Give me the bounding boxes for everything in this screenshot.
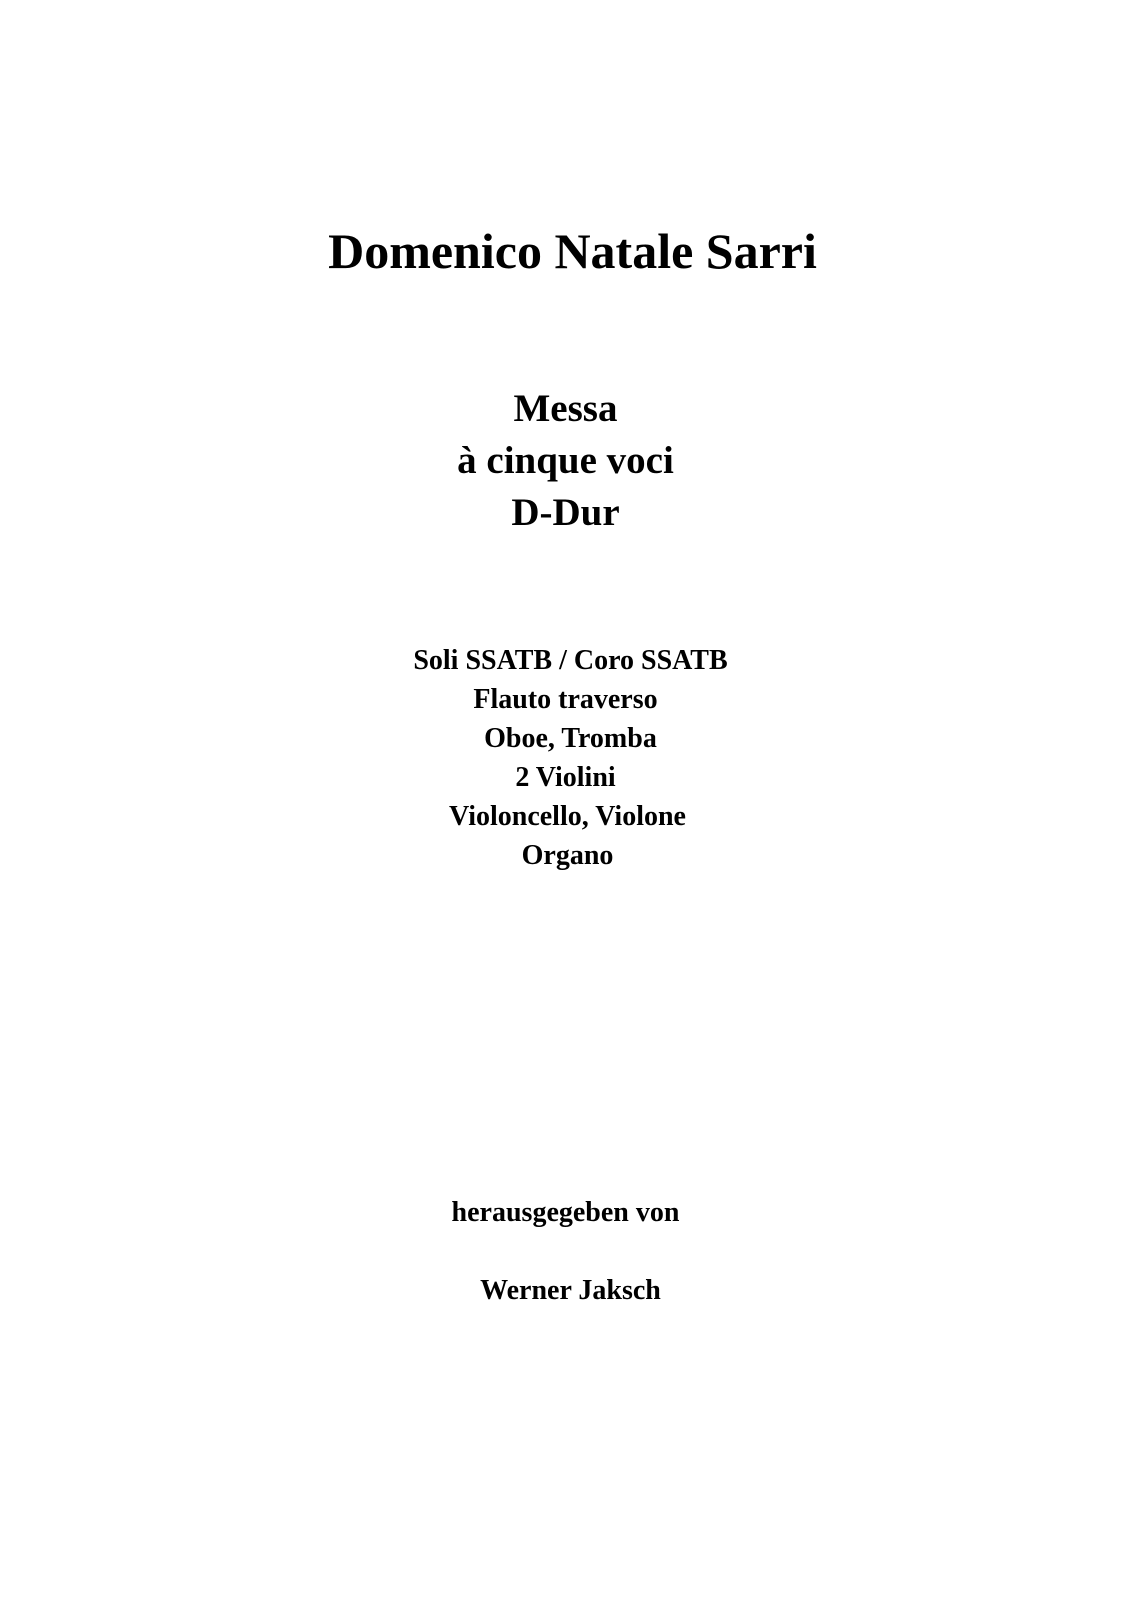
editor-name: Werner Jaksch (480, 1275, 661, 1306)
composer-name: Domenico Natale Sarri (328, 223, 817, 279)
instrumentation-bass-strings: Violoncello, Violone (449, 801, 686, 832)
work-title-line-2: à cinque voci (457, 439, 674, 482)
instrumentation-flute: Flauto traverso (473, 684, 658, 715)
work-key: D-Dur (511, 491, 620, 534)
instrumentation-organ: Organo (521, 840, 614, 871)
editor-label: herausgegeben von (451, 1197, 680, 1228)
instrumentation-violins: 2 Violini (515, 762, 616, 793)
instrumentation-voices: Soli SSATB / Coro SSATB (413, 645, 728, 676)
work-title-line-1: Messa (513, 387, 618, 430)
instrumentation-oboe-trumpet: Oboe, Tromba (484, 723, 657, 754)
